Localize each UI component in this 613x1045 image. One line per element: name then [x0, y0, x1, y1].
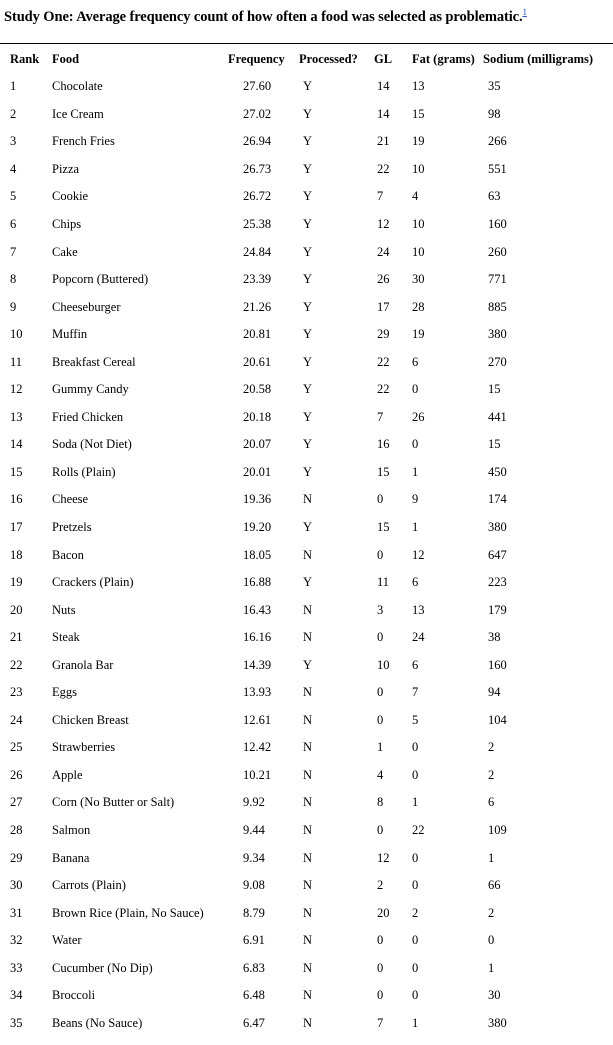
cell-fat: 0: [412, 933, 419, 948]
cell-processed: Y: [303, 354, 313, 369]
cell-processed: N: [303, 630, 313, 645]
cell-fat: 0: [412, 988, 419, 1003]
cell-rank: 13: [10, 409, 23, 424]
cell-food: Salmon: [52, 823, 91, 838]
cell-frequency: 26.94: [243, 134, 272, 149]
cell-frequency: 9.34: [243, 850, 265, 865]
cell-gl: 29: [377, 327, 390, 342]
cell-gl: 0: [377, 492, 384, 507]
cell-sodium: 223: [488, 575, 507, 590]
cell-frequency: 27.02: [243, 106, 272, 121]
cell-rank: 31: [10, 905, 23, 920]
table-body: [0, 73, 613, 1037]
cell-fat: 0: [412, 878, 419, 893]
cell-gl: 12: [377, 850, 390, 865]
cell-gl: 0: [377, 712, 384, 727]
table-row: [0, 128, 613, 156]
cell-food: Banana: [52, 850, 90, 865]
cell-sodium: 1: [488, 850, 495, 865]
cell-sodium: 174: [488, 492, 507, 507]
cell-processed: N: [303, 988, 313, 1003]
table-row: [0, 514, 613, 542]
cell-food: Soda (Not Diet): [52, 437, 132, 452]
cell-sodium: 66: [488, 878, 501, 893]
cell-gl: 7: [377, 409, 384, 424]
cell-frequency: 25.38: [243, 217, 272, 231]
cell-food: Corn (No Butter or Salt): [52, 795, 175, 810]
cell-food: Granola Bar: [52, 657, 114, 672]
cell-processed: N: [303, 960, 313, 975]
cell-frequency: 20.61: [243, 354, 272, 369]
cell-fat: 28: [412, 299, 425, 314]
cell-frequency: 27.60: [243, 79, 272, 94]
cell-fat: 22: [412, 823, 425, 838]
table-row: [0, 293, 613, 321]
cell-processed: N: [303, 878, 313, 893]
cell-sodium: 160: [488, 217, 507, 231]
cell-rank: 2: [10, 106, 17, 121]
table-row: [0, 486, 613, 514]
cell-food: Fried Chicken: [52, 409, 124, 424]
table-row: [0, 183, 613, 211]
cell-food: Cheeseburger: [52, 299, 121, 314]
cell-fat: 24: [412, 630, 425, 645]
cell-food: Steak: [52, 630, 80, 645]
cell-processed: Y: [303, 575, 313, 590]
cell-gl: 24: [377, 244, 390, 259]
table-row: [0, 459, 613, 487]
cell-fat: 2: [412, 905, 419, 920]
cell-frequency: 16.88: [243, 575, 272, 590]
cell-frequency: 20.58: [243, 382, 272, 397]
cell-frequency: 16.16: [243, 630, 272, 645]
footnote-link[interactable]: 1: [522, 7, 527, 17]
cell-fat: 6: [412, 575, 419, 590]
cell-gl: 12: [377, 217, 390, 231]
table-row: [0, 596, 613, 624]
cell-sodium: 35: [488, 79, 501, 94]
cell-food: Bacon: [52, 547, 84, 562]
cell-sodium: 104: [488, 712, 507, 727]
cell-sodium: 2: [488, 740, 495, 755]
cell-frequency: 9.08: [243, 878, 265, 893]
cell-rank: 5: [10, 189, 17, 204]
table-row: [0, 982, 613, 1010]
cell-fat: 6: [412, 354, 419, 369]
cell-food: Beans (No Sauce): [52, 1015, 143, 1030]
cell-sodium: 1: [488, 960, 495, 975]
cell-frequency: 14.39: [243, 657, 272, 672]
cell-processed: N: [303, 602, 313, 617]
cell-frequency: 19.36: [243, 492, 272, 507]
header-processed: Processed?: [299, 52, 358, 66]
cell-rank: 19: [10, 575, 23, 590]
cell-rank: 28: [10, 823, 23, 838]
cell-fat: 1: [412, 520, 419, 535]
cell-fat: 12: [412, 547, 425, 562]
cell-frequency: 23.39: [243, 272, 272, 287]
cell-processed: N: [303, 685, 313, 700]
cell-frequency: 26.73: [243, 161, 272, 176]
cell-processed: Y: [303, 189, 313, 204]
cell-rank: 9: [10, 299, 17, 314]
cell-rank: 3: [10, 134, 17, 149]
cell-rank: 35: [10, 1015, 23, 1030]
cell-sodium: 380: [488, 327, 507, 342]
cell-rank: 16: [10, 492, 23, 507]
cell-processed: Y: [303, 382, 313, 397]
cell-sodium: 885: [488, 299, 507, 314]
cell-food: Breakfast Cereal: [52, 354, 136, 369]
cell-fat: 1: [412, 464, 419, 479]
cell-fat: 19: [412, 134, 425, 149]
cell-rank: 15: [10, 464, 23, 479]
cell-fat: 0: [412, 382, 419, 397]
cell-processed: Y: [303, 657, 313, 672]
cell-gl: 0: [377, 630, 384, 645]
cell-frequency: 19.20: [243, 520, 272, 535]
cell-food: Chicken Breast: [52, 712, 129, 727]
cell-gl: 0: [377, 933, 384, 948]
cell-gl: 0: [377, 685, 384, 700]
cell-gl: 14: [377, 79, 390, 94]
cell-processed: Y: [303, 464, 313, 479]
cell-gl: 3: [377, 602, 384, 617]
cell-processed: Y: [303, 272, 313, 287]
table-row: [0, 101, 613, 129]
cell-processed: N: [303, 740, 313, 755]
cell-sodium: 380: [488, 520, 507, 535]
cell-food: Pizza: [52, 161, 80, 176]
cell-frequency: 13.93: [243, 685, 272, 700]
cell-gl: 22: [377, 161, 390, 176]
cell-food: Eggs: [52, 685, 77, 700]
cell-food: Broccoli: [52, 988, 96, 1003]
cell-gl: 22: [377, 354, 390, 369]
cell-processed: Y: [303, 299, 313, 314]
food-frequency-table: [0, 46, 613, 1037]
cell-gl: 0: [377, 960, 384, 975]
cell-rank: 22: [10, 657, 23, 672]
cell-rank: 34: [10, 988, 23, 1003]
cell-sodium: 15: [488, 382, 501, 397]
table-row: [0, 844, 613, 872]
header-rank: Rank: [10, 52, 40, 66]
table-caption: [4, 4, 527, 26]
cell-sodium: 647: [488, 547, 507, 562]
footnote-marker: [523, 4, 527, 18]
cell-fat: 15: [412, 106, 425, 121]
cell-gl: 0: [377, 547, 384, 562]
cell-gl: 11: [377, 575, 390, 590]
cell-rank: 32: [10, 933, 23, 948]
header-fat: Fat (grams): [412, 52, 475, 66]
table-row: [0, 541, 613, 569]
table-row: [0, 817, 613, 845]
cell-processed: N: [303, 850, 313, 865]
cell-gl: 15: [377, 520, 390, 535]
cell-sodium: 2: [488, 767, 495, 782]
cell-frequency: 9.44: [243, 823, 265, 838]
cell-fat: 13: [412, 79, 425, 94]
cell-gl: 7: [377, 1015, 384, 1030]
cell-sodium: 441: [488, 409, 507, 424]
cell-food: French Fries: [52, 134, 115, 149]
cell-sodium: 260: [488, 244, 507, 259]
cell-food: Brown Rice (Plain, No Sauce): [52, 905, 204, 920]
cell-gl: 22: [377, 382, 390, 397]
cell-gl: 1: [377, 740, 384, 755]
cell-frequency: 10.21: [243, 767, 272, 782]
cell-fat: 19: [412, 327, 425, 342]
cell-rank: 23: [10, 685, 23, 700]
cell-fat: 1: [412, 795, 419, 810]
cell-frequency: 9.92: [243, 795, 265, 810]
cell-gl: 2: [377, 878, 384, 893]
cell-processed: N: [303, 905, 313, 920]
cell-fat: 10: [412, 217, 425, 231]
cell-frequency: 6.48: [243, 988, 265, 1003]
cell-fat: 10: [412, 244, 425, 259]
cell-frequency: 20.07: [243, 437, 272, 452]
cell-food: Pretzels: [52, 520, 92, 535]
table-row: [0, 431, 613, 459]
cell-processed: N: [303, 1015, 313, 1030]
cell-gl: 4: [377, 767, 384, 782]
cell-frequency: 6.83: [243, 960, 265, 975]
cell-food: Rolls (Plain): [52, 464, 116, 479]
cell-processed: Y: [303, 520, 313, 535]
cell-food: Popcorn (Buttered): [52, 272, 149, 287]
cell-fat: 9: [412, 492, 419, 507]
cell-rank: 29: [10, 850, 23, 865]
cell-sodium: 179: [488, 602, 507, 617]
table-row: [0, 569, 613, 597]
caption-text: Study One: Average frequency count of how often a food was selected as problematic.: [4, 8, 523, 25]
cell-gl: 14: [377, 106, 390, 121]
cell-fat: 0: [412, 767, 419, 782]
cell-food: Ice Cream: [52, 106, 104, 121]
cell-frequency: 8.79: [243, 905, 265, 920]
cell-fat: 26: [412, 409, 425, 424]
table-header: [0, 46, 613, 73]
cell-rank: 12: [10, 382, 23, 397]
cell-sodium: 551: [488, 161, 507, 176]
cell-processed: Y: [303, 409, 313, 424]
table-row: [0, 321, 613, 349]
cell-frequency: 16.43: [243, 602, 272, 617]
table-row: [0, 899, 613, 927]
cell-sodium: 98: [488, 106, 501, 121]
cell-gl: 8: [377, 795, 384, 810]
cell-rank: 26: [10, 767, 23, 782]
cell-sodium: 63: [488, 189, 501, 204]
cell-gl: 16: [377, 437, 390, 452]
cell-rank: 30: [10, 878, 23, 893]
cell-sodium: 2: [488, 905, 495, 920]
cell-frequency: 20.81: [243, 327, 272, 342]
cell-sodium: 771: [488, 272, 507, 287]
cell-fat: 0: [412, 960, 419, 975]
cell-food: Chips: [52, 217, 82, 231]
cell-sodium: 266: [488, 134, 507, 149]
cell-gl: 17: [377, 299, 390, 314]
cell-rank: 4: [10, 161, 17, 176]
table-row: [0, 376, 613, 404]
cell-processed: N: [303, 933, 313, 948]
table-row: [0, 238, 613, 266]
cell-food: Cake: [52, 244, 78, 259]
cell-frequency: 12.42: [243, 740, 272, 755]
cell-processed: Y: [303, 134, 313, 149]
cell-gl: 15: [377, 464, 390, 479]
cell-gl: 26: [377, 272, 390, 287]
cell-rank: 11: [10, 354, 23, 369]
cell-rank: 6: [10, 217, 17, 231]
header-sodium: Sodium (milligrams): [483, 52, 594, 66]
cell-food: Cucumber (No Dip): [52, 960, 153, 975]
cell-frequency: 12.61: [243, 712, 272, 727]
cell-processed: N: [303, 767, 313, 782]
header-gl: GL: [374, 52, 393, 66]
cell-rank: 10: [10, 327, 23, 342]
header-food: Food: [52, 52, 80, 66]
table-row: [0, 73, 613, 101]
cell-processed: Y: [303, 244, 313, 259]
table-row: [0, 211, 613, 239]
cell-fat: 1: [412, 1015, 419, 1030]
cell-food: Gummy Candy: [52, 382, 129, 397]
cell-rank: 33: [10, 960, 23, 975]
table-row: [0, 872, 613, 900]
cell-fat: 5: [412, 712, 419, 727]
cell-sodium: 380: [488, 1015, 507, 1030]
cell-food: Strawberries: [52, 740, 116, 755]
cell-food: Cheese: [52, 492, 89, 507]
cell-sodium: 270: [488, 354, 507, 369]
table-row: [0, 1010, 613, 1038]
cell-sodium: 38: [488, 630, 501, 645]
cell-sodium: 6: [488, 795, 495, 810]
cell-fat: 13: [412, 602, 425, 617]
cell-fat: 0: [412, 437, 419, 452]
cell-processed: N: [303, 492, 313, 507]
cell-food: Muffin: [52, 327, 88, 342]
cell-gl: 7: [377, 189, 384, 204]
table-row: [0, 404, 613, 432]
cell-frequency: 20.18: [243, 409, 272, 424]
table-row: [0, 789, 613, 817]
cell-rank: 14: [10, 437, 23, 452]
cell-sodium: 15: [488, 437, 501, 452]
cell-gl: 20: [377, 905, 390, 920]
header-top-rule: [0, 43, 613, 44]
cell-rank: 20: [10, 602, 23, 617]
cell-gl: 10: [377, 657, 390, 672]
cell-fat: 6: [412, 657, 419, 672]
cell-frequency: 6.47: [243, 1015, 265, 1030]
cell-food: Crackers (Plain): [52, 575, 134, 590]
header-row: [0, 46, 613, 73]
cell-gl: 0: [377, 823, 384, 838]
cell-food: Water: [52, 933, 82, 948]
cell-gl: 21: [377, 134, 390, 149]
cell-food: Cookie: [52, 189, 89, 204]
cell-processed: Y: [303, 437, 313, 452]
cell-processed: Y: [303, 217, 313, 231]
cell-rank: 18: [10, 547, 23, 562]
table-row: [0, 651, 613, 679]
cell-processed: N: [303, 823, 313, 838]
table-row: [0, 156, 613, 184]
cell-rank: 21: [10, 630, 23, 645]
cell-sodium: 160: [488, 657, 507, 672]
cell-food: Nuts: [52, 602, 76, 617]
table-row: [0, 955, 613, 983]
cell-rank: 7: [10, 244, 17, 259]
cell-rank: 27: [10, 795, 23, 810]
table-row: [0, 266, 613, 294]
table-row: [0, 734, 613, 762]
cell-fat: 7: [412, 685, 419, 700]
cell-rank: 1: [10, 79, 17, 94]
table-row: [0, 927, 613, 955]
cell-rank: 17: [10, 520, 23, 535]
cell-frequency: 6.91: [243, 933, 265, 948]
cell-sodium: 30: [488, 988, 501, 1003]
cell-frequency: 20.01: [243, 464, 272, 479]
cell-food: Apple: [52, 767, 83, 782]
cell-frequency: 24.84: [243, 244, 272, 259]
cell-processed: N: [303, 547, 313, 562]
cell-food: Chocolate: [52, 79, 103, 94]
cell-processed: N: [303, 795, 313, 810]
header-frequency: Frequency: [228, 52, 285, 66]
cell-fat: 0: [412, 850, 419, 865]
cell-rank: 8: [10, 272, 17, 287]
cell-rank: 24: [10, 712, 23, 727]
cell-fat: 10: [412, 161, 425, 176]
cell-sodium: 0: [488, 933, 495, 948]
cell-frequency: 21.26: [243, 299, 272, 314]
cell-frequency: 26.72: [243, 189, 272, 204]
table-row: [0, 762, 613, 790]
cell-processed: Y: [303, 79, 313, 94]
table-row: [0, 624, 613, 652]
table-row: [0, 707, 613, 735]
cell-sodium: 450: [488, 464, 507, 479]
cell-fat: 4: [412, 189, 419, 204]
cell-food: Carrots (Plain): [52, 878, 126, 893]
cell-fat: 0: [412, 740, 419, 755]
cell-sodium: 94: [488, 685, 501, 700]
table-row: [0, 348, 613, 376]
cell-processed: Y: [303, 327, 313, 342]
cell-processed: Y: [303, 161, 313, 176]
cell-fat: 30: [412, 272, 425, 287]
cell-processed: N: [303, 712, 313, 727]
cell-rank: 25: [10, 740, 23, 755]
table-row: [0, 679, 613, 707]
cell-processed: Y: [303, 106, 313, 121]
cell-frequency: 18.05: [243, 547, 272, 562]
cell-gl: 0: [377, 988, 384, 1003]
cell-sodium: 109: [488, 823, 507, 838]
